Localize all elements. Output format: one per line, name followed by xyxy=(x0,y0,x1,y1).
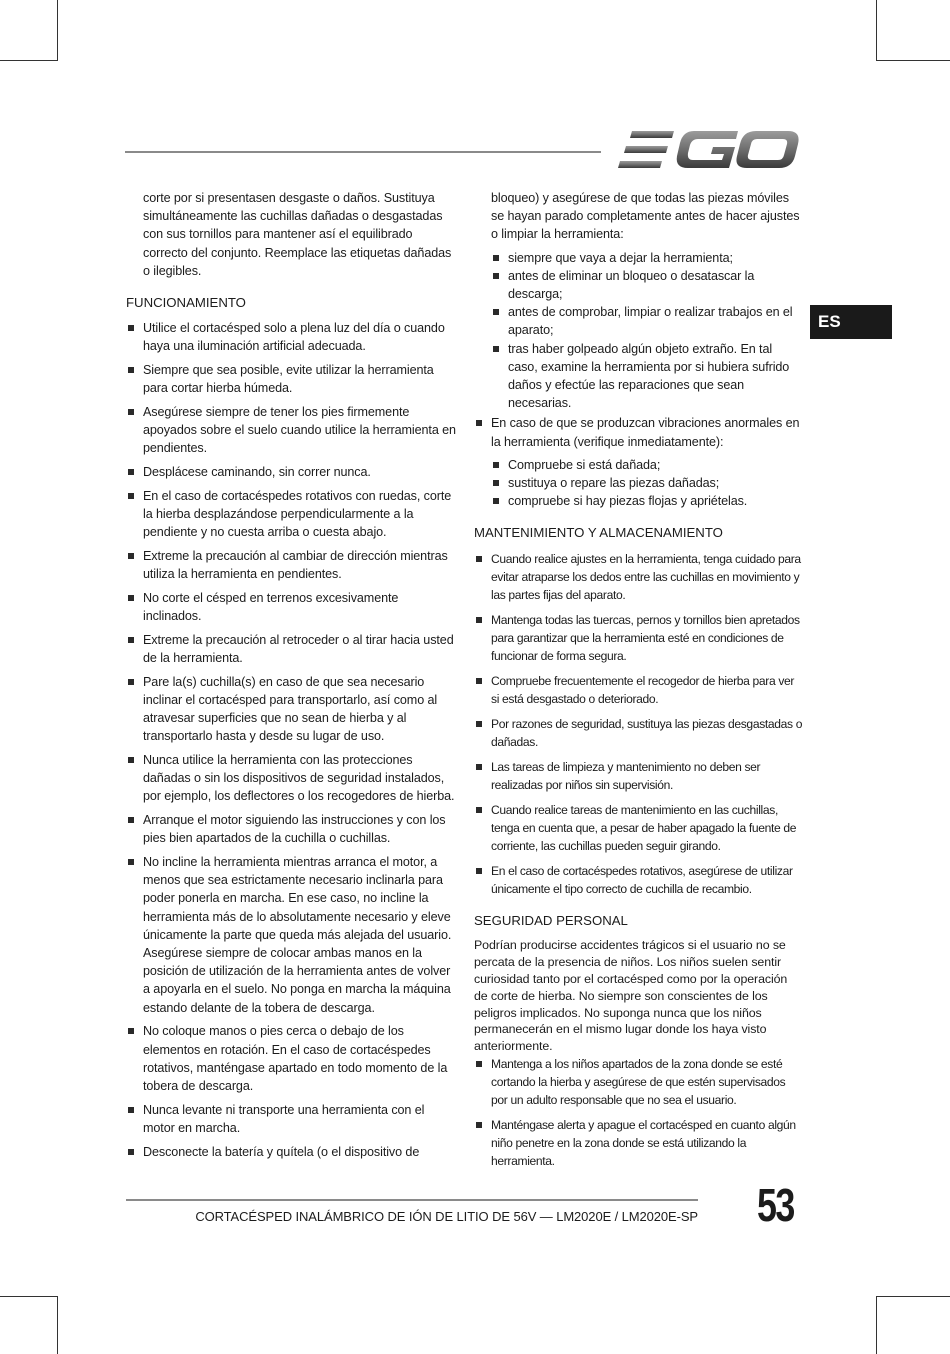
section-heading-funcionamiento: FUNCIONAMIENTO xyxy=(126,295,246,311)
list-item: Desconecte la batería y quítela (o el dispositivo de xyxy=(126,1143,456,1161)
list-item: En el caso de cortacéspedes rotativos con ruedas, corte la hierba desplazándose perpendicularmente a la pendiente y no cuesta arriba o cuesta abajo. xyxy=(126,487,456,542)
list-item: Arranque el motor siguiendo las instrucciones y con los pies bien apartados de la cuchilla o cuchillas. xyxy=(126,811,456,847)
list-item: siempre que vaya a dejar la herramienta; xyxy=(491,249,804,267)
list-item: No coloque manos o pies cerca o debajo de los elementos en rotación. En el caso de cortacéspedes rotativos, manténgase apartado en todo momento de la tobera de descarga. xyxy=(126,1022,456,1095)
right-column xyxy=(474,189,804,1177)
list-item: Utilice el cortacésped solo a plena luz del día o cuando haya una iluminación artificial adecuada. xyxy=(126,319,456,355)
list-item: Las tareas de limpieza y mantenimiento no deben ser realizadas por niños sin supervisión. xyxy=(474,758,804,794)
crop-mark xyxy=(876,1296,950,1297)
personal-safety-list xyxy=(474,1055,804,1171)
list-item: No incline la herramienta mientras arranca el motor, a menos que sea estrictamente necesario inclinarla para poder ponerla en marcha. En ese caso, no incline la herramienta más de lo absolutamente necesario y eleve únicamente la parte que queda más alejada del usuario. Asegúrese siempre de colocar ambas manos en la posición de utilización de la herramienta antes de volver a apoyarla en el suelo. No ponga en marcha la máquina estando delante de la tobera de descarga. xyxy=(126,853,456,1017)
mantenimiento-list xyxy=(474,550,804,898)
list-item: En caso de que se produzcan vibraciones anormales en la herramienta (verifique inmediatamente): xyxy=(474,414,804,450)
list-item: En el caso de cortacéspedes rotativos, asegúrese de utilizar únicamente el tipo correcto de cuchilla de recambio. xyxy=(474,862,804,898)
personal-safety-paragraph: Podrían producirse accidentes trágicos si el usuario no se percata de la presencia de niños. Los niños suelen sentir curiosidad tanto por el cortacésped como por la operación de corte de hierba. No siempre son conscientes de los peligros implicados. No suponga nunca que los niños permanecerán en el mismo lugar donde los haya visto anteriormente. xyxy=(474,938,788,1054)
list-item: Por razones de seguridad, sustituya las piezas desgastadas o dañadas. xyxy=(474,715,804,751)
list-item: Extreme la precaución al retroceder o al tirar hacia usted de la herramienta. xyxy=(126,631,456,667)
stop-conditions-list xyxy=(474,249,804,413)
list-item: Cuando realice ajustes en la herramienta, tenga cuidado para evitar atraparse los dedos entre las cuchillas en movimiento y las partes fijas del aparato. xyxy=(474,550,804,605)
section-heading-seguridad-personal: SEGURIDAD PERSONAL xyxy=(474,913,628,929)
list-item: Nunca levante ni transporte una herramienta con el motor en marcha. xyxy=(126,1101,456,1137)
header-rule xyxy=(125,151,601,153)
footer-rule xyxy=(126,1199,698,1201)
list-item: compruebe si hay piezas flojas y apriételas. xyxy=(491,492,804,510)
crop-mark xyxy=(876,0,877,60)
list-item: Siempre que sea posible, evite utilizar la herramienta para cortar hierba húmeda. xyxy=(126,361,456,397)
list-item: Manténgase alerta y apague el cortacésped en cuanto algún niño penetre en la zona donde se está utilizando la herramienta. xyxy=(474,1116,804,1171)
crop-mark xyxy=(876,1296,877,1354)
left-intro-paragraph: corte por si presentasen desgaste o daños. Sustituya simultáneamente las cuchillas dañadas o desgastadas con sus tornillos para mantener así el equilibrado correcto del conjunto. Reemplace las etiquetas dañadas o ilegibles. xyxy=(143,191,452,278)
crop-mark xyxy=(0,60,58,61)
crop-mark xyxy=(876,60,950,61)
list-item: tras haber golpeado algún objeto extraño. En tal caso, examine la herramienta por si hubiera sufrido daños y efectúe las reparaciones que sean necesarias. xyxy=(491,340,804,413)
funcionamiento-list xyxy=(126,319,456,1161)
list-item: Desplácese caminando, sin correr nunca. xyxy=(126,463,456,481)
list-item: Extreme la precaución al cambiar de dirección mientras utiliza la herramienta en pendientes. xyxy=(126,547,456,583)
list-item: Compruebe frecuentemente el recogedor de hierba para ver si está desgastado o deteriorado. xyxy=(474,672,804,708)
left-column xyxy=(126,189,456,1166)
crop-mark xyxy=(57,1296,58,1354)
list-item: Cuando realice tareas de mantenimiento en las cuchillas, tenga en cuenta que, a pesar de haber apagado la fuente de corriente, las cuchillas pueden seguir girando. xyxy=(474,801,804,856)
list-item: antes de eliminar un bloqueo o desatascar la descarga; xyxy=(491,267,804,303)
language-tab: ES xyxy=(810,305,892,339)
right-intro-paragraph: bloqueo) y asegúrese de que todas las piezas móviles se hayan parado completamente antes de hacer ajustes o limpiar la herramienta: xyxy=(491,191,800,242)
list-item: Nunca utilice la herramienta con las protecciones dañadas o sin los dispositivos de seguridad instalados, por ejemplo, los deflectores o los recogedores de hierba. xyxy=(126,751,456,806)
list-item: Mantenga todas las tuercas, pernos y tornillos bien apretados para garantizar que la herramienta esté en condiciones de funcionar de forma segura. xyxy=(474,611,804,666)
list-item: Mantenga a los niños apartados de la zona donde se esté cortando la hierba y asegúrese de que estén supervisados por un adulto responsable que no sea el usuario. xyxy=(474,1055,804,1110)
list-item: Compruebe si está dañada; xyxy=(491,456,804,474)
crop-mark xyxy=(57,0,58,60)
ego-logo xyxy=(618,128,800,172)
vibration-list xyxy=(474,414,804,450)
list-item: Asegúrese siempre de tener los pies firmemente apoyados sobre el suelo cuando utilice la herramienta en pendientes. xyxy=(126,403,456,458)
crop-mark xyxy=(0,1296,58,1297)
vibration-actions-list xyxy=(474,456,804,511)
list-item: sustituya o repare las piezas dañadas; xyxy=(491,474,804,492)
page-number: 53 xyxy=(757,1179,794,1231)
section-heading-mantenimiento: MANTENIMIENTO Y ALMACENAMIENTO xyxy=(474,525,723,541)
list-item: antes de comprobar, limpiar o realizar trabajos en el aparato; xyxy=(491,303,804,339)
list-item: No corte el césped en terrenos excesivamente inclinados. xyxy=(126,589,456,625)
footer-title: CORTACÉSPED INALÁMBRICO DE IÓN DE LITIO DE 56V — LM2020E / LM2020E-SP xyxy=(195,1209,698,1224)
list-item: Pare la(s) cuchilla(s) en caso de que sea necesario inclinar el cortacésped para transportarlo, así como al atravesar superficies que no sean de hierba y al transportarlo hasta y desde su lugar de uso. xyxy=(126,673,456,746)
